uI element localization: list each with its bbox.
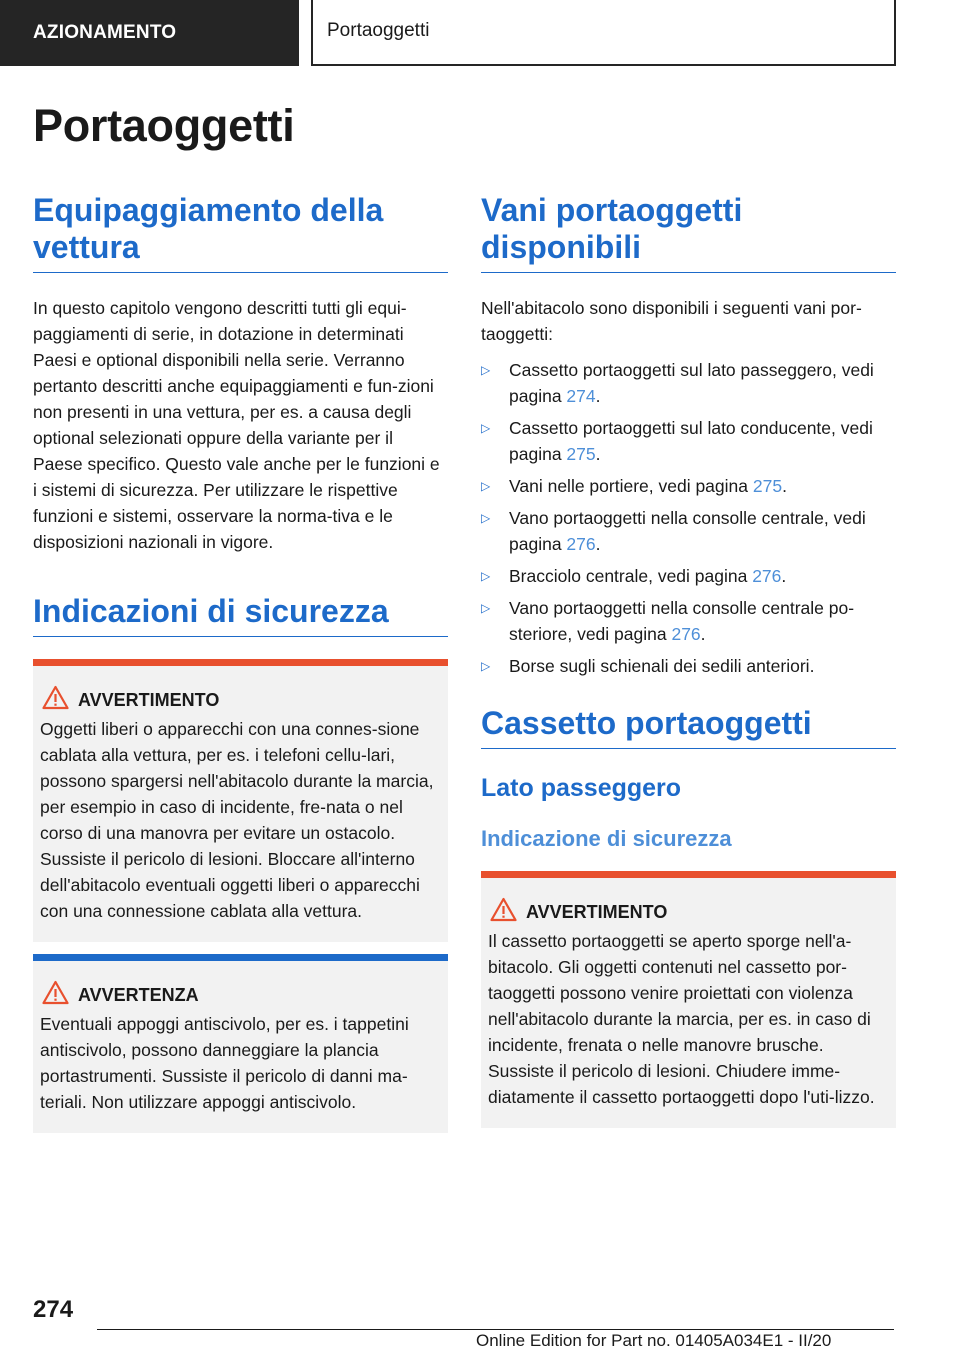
warning-box-1	[33, 659, 448, 942]
triangle-bullet-icon: ▷	[481, 421, 491, 435]
page-title: Portaoggetti	[33, 100, 295, 151]
list-item: ▷ Cassetto portaoggetti sul lato passeggero, vedi pagina 274.	[481, 357, 896, 409]
safety-subheading: Indicazione di sicurezza	[481, 826, 732, 851]
warning-title-text: AVVERTIMENTO	[78, 690, 220, 710]
page-number: 274	[33, 1296, 74, 1323]
warning-title	[488, 900, 888, 924]
storage-intro: Nell'abitacolo sono disponibili i seguenti vani por-taoggetti:	[481, 298, 862, 344]
triangle-bullet-icon: ▷	[481, 511, 491, 525]
storage-heading: Vani portaoggetti disponibili	[481, 192, 896, 273]
equipment-text: In questo capitolo vengono descritti tutti gli equi-paggiamenti di serie, in dotazione in determinati Paesi e optional disponibili nella serie. Verranno pertanto descritti anche equipaggiamenti e fun-zioni non presenti in una vettura, per es. a causa degli optional selezionati oppure della variante per il Paese specifico. Questo vale anche per le funzioni e i sistemi di sicurezza. Per utilizzare le rispettive funzioni e sistemi, osservare la norma-tiva e le disposizioni nazionali in vigore.	[33, 298, 440, 552]
warning-box-3	[481, 871, 896, 1128]
warning-text: Il cassetto portaoggetti se aperto sporge nell'a-bitacolo. Gli oggetti contenuti nel cassetto por-taoggetti possono venire proiettati con violenza nell'abitacolo durante la marcia, per es. in caso di incidente, frenata o nelle manovre brusche. Sussiste il pericolo di lesioni. Chiudere imme-diatamente il cassetto portaoggetti dopo l'uti-lizzo.	[488, 931, 875, 1107]
warning-title	[40, 983, 440, 1007]
warning-title-text: AVVERTIMENTO	[526, 902, 668, 922]
warning-title	[40, 688, 440, 712]
list-item: ▷ Borse sugli schienali dei sedili anteriori.	[481, 653, 896, 679]
page-link[interactable]: 276	[752, 566, 782, 586]
page-link[interactable]: 275	[752, 476, 783, 496]
right-column	[481, 192, 896, 1128]
warning-triangle-icon	[42, 980, 69, 1005]
footer-divider	[97, 1329, 894, 1330]
passenger-heading: Lato passeggero	[481, 774, 682, 802]
warning-triangle-icon	[490, 897, 517, 922]
warning-text: Eventuali appoggi antiscivolo, per es. i tappetini antiscivolo, possono danneggiare la plancia portastrumenti. Sussiste il pericolo di danni ma-teriali. Non utilizzare appoggi antiscivolo.	[40, 1014, 409, 1112]
triangle-bullet-icon: ▷	[481, 569, 491, 583]
page-link[interactable]: 276	[566, 534, 596, 554]
edition-info: Online Edition for Part no. 01405A034E1 - II/20	[476, 1331, 832, 1350]
left-column	[33, 192, 448, 1133]
glovebox-heading: Cassetto portaoggetti	[481, 705, 896, 749]
warning-text: Oggetti liberi o apparecchi con una connes-sione cablata alla vettura, per es. i telefoni cellu-lari, possono spargersi nell'abitacolo durante la marcia, per esempio in caso di incidente, fre-nata o nel corso di una manovra per evitare un ostacolo. Sussiste il pericolo di lesioni. Bloccare all'interno dell'abitacolo eventuali oggetti liberi o apparecchi con una connessione cablata alla vettura.	[40, 719, 434, 921]
list-item: ▷ Cassetto portaoggetti sul lato conducente, vedi pagina 275.	[481, 415, 896, 467]
page-link[interactable]: 274	[566, 386, 596, 406]
list-item: ▷ Vani nelle portiere, vedi pagina 275.	[481, 473, 896, 499]
triangle-bullet-icon: ▷	[481, 479, 491, 493]
page-link[interactable]: 276	[671, 624, 701, 644]
section-tab: AZIONAMENTO	[0, 0, 299, 66]
page-header	[0, 0, 960, 66]
triangle-bullet-icon: ▷	[481, 363, 491, 377]
warning-title-text: AVVERTENZA	[78, 985, 199, 1005]
list-item: ▷ Vano portaoggetti nella consolle centrale po-steriore, vedi pagina 276.	[481, 595, 896, 647]
storage-list	[481, 357, 896, 679]
triangle-bullet-icon: ▷	[481, 659, 491, 673]
warning-box-2	[33, 954, 448, 1133]
list-item: ▷ Vano portaoggetti nella consolle centrale, vedi pagina 276.	[481, 505, 896, 557]
page-link[interactable]: 275	[566, 444, 596, 464]
equipment-heading: Equipaggiamento della vettura	[33, 192, 448, 273]
warning-triangle-icon	[42, 685, 69, 710]
safety-heading: Indicazioni di sicurezza	[33, 593, 448, 637]
triangle-bullet-icon: ▷	[481, 601, 491, 615]
chapter-label: Portaoggetti	[311, 0, 896, 66]
list-item: ▷ Bracciolo centrale, vedi pagina 276.	[481, 563, 896, 589]
